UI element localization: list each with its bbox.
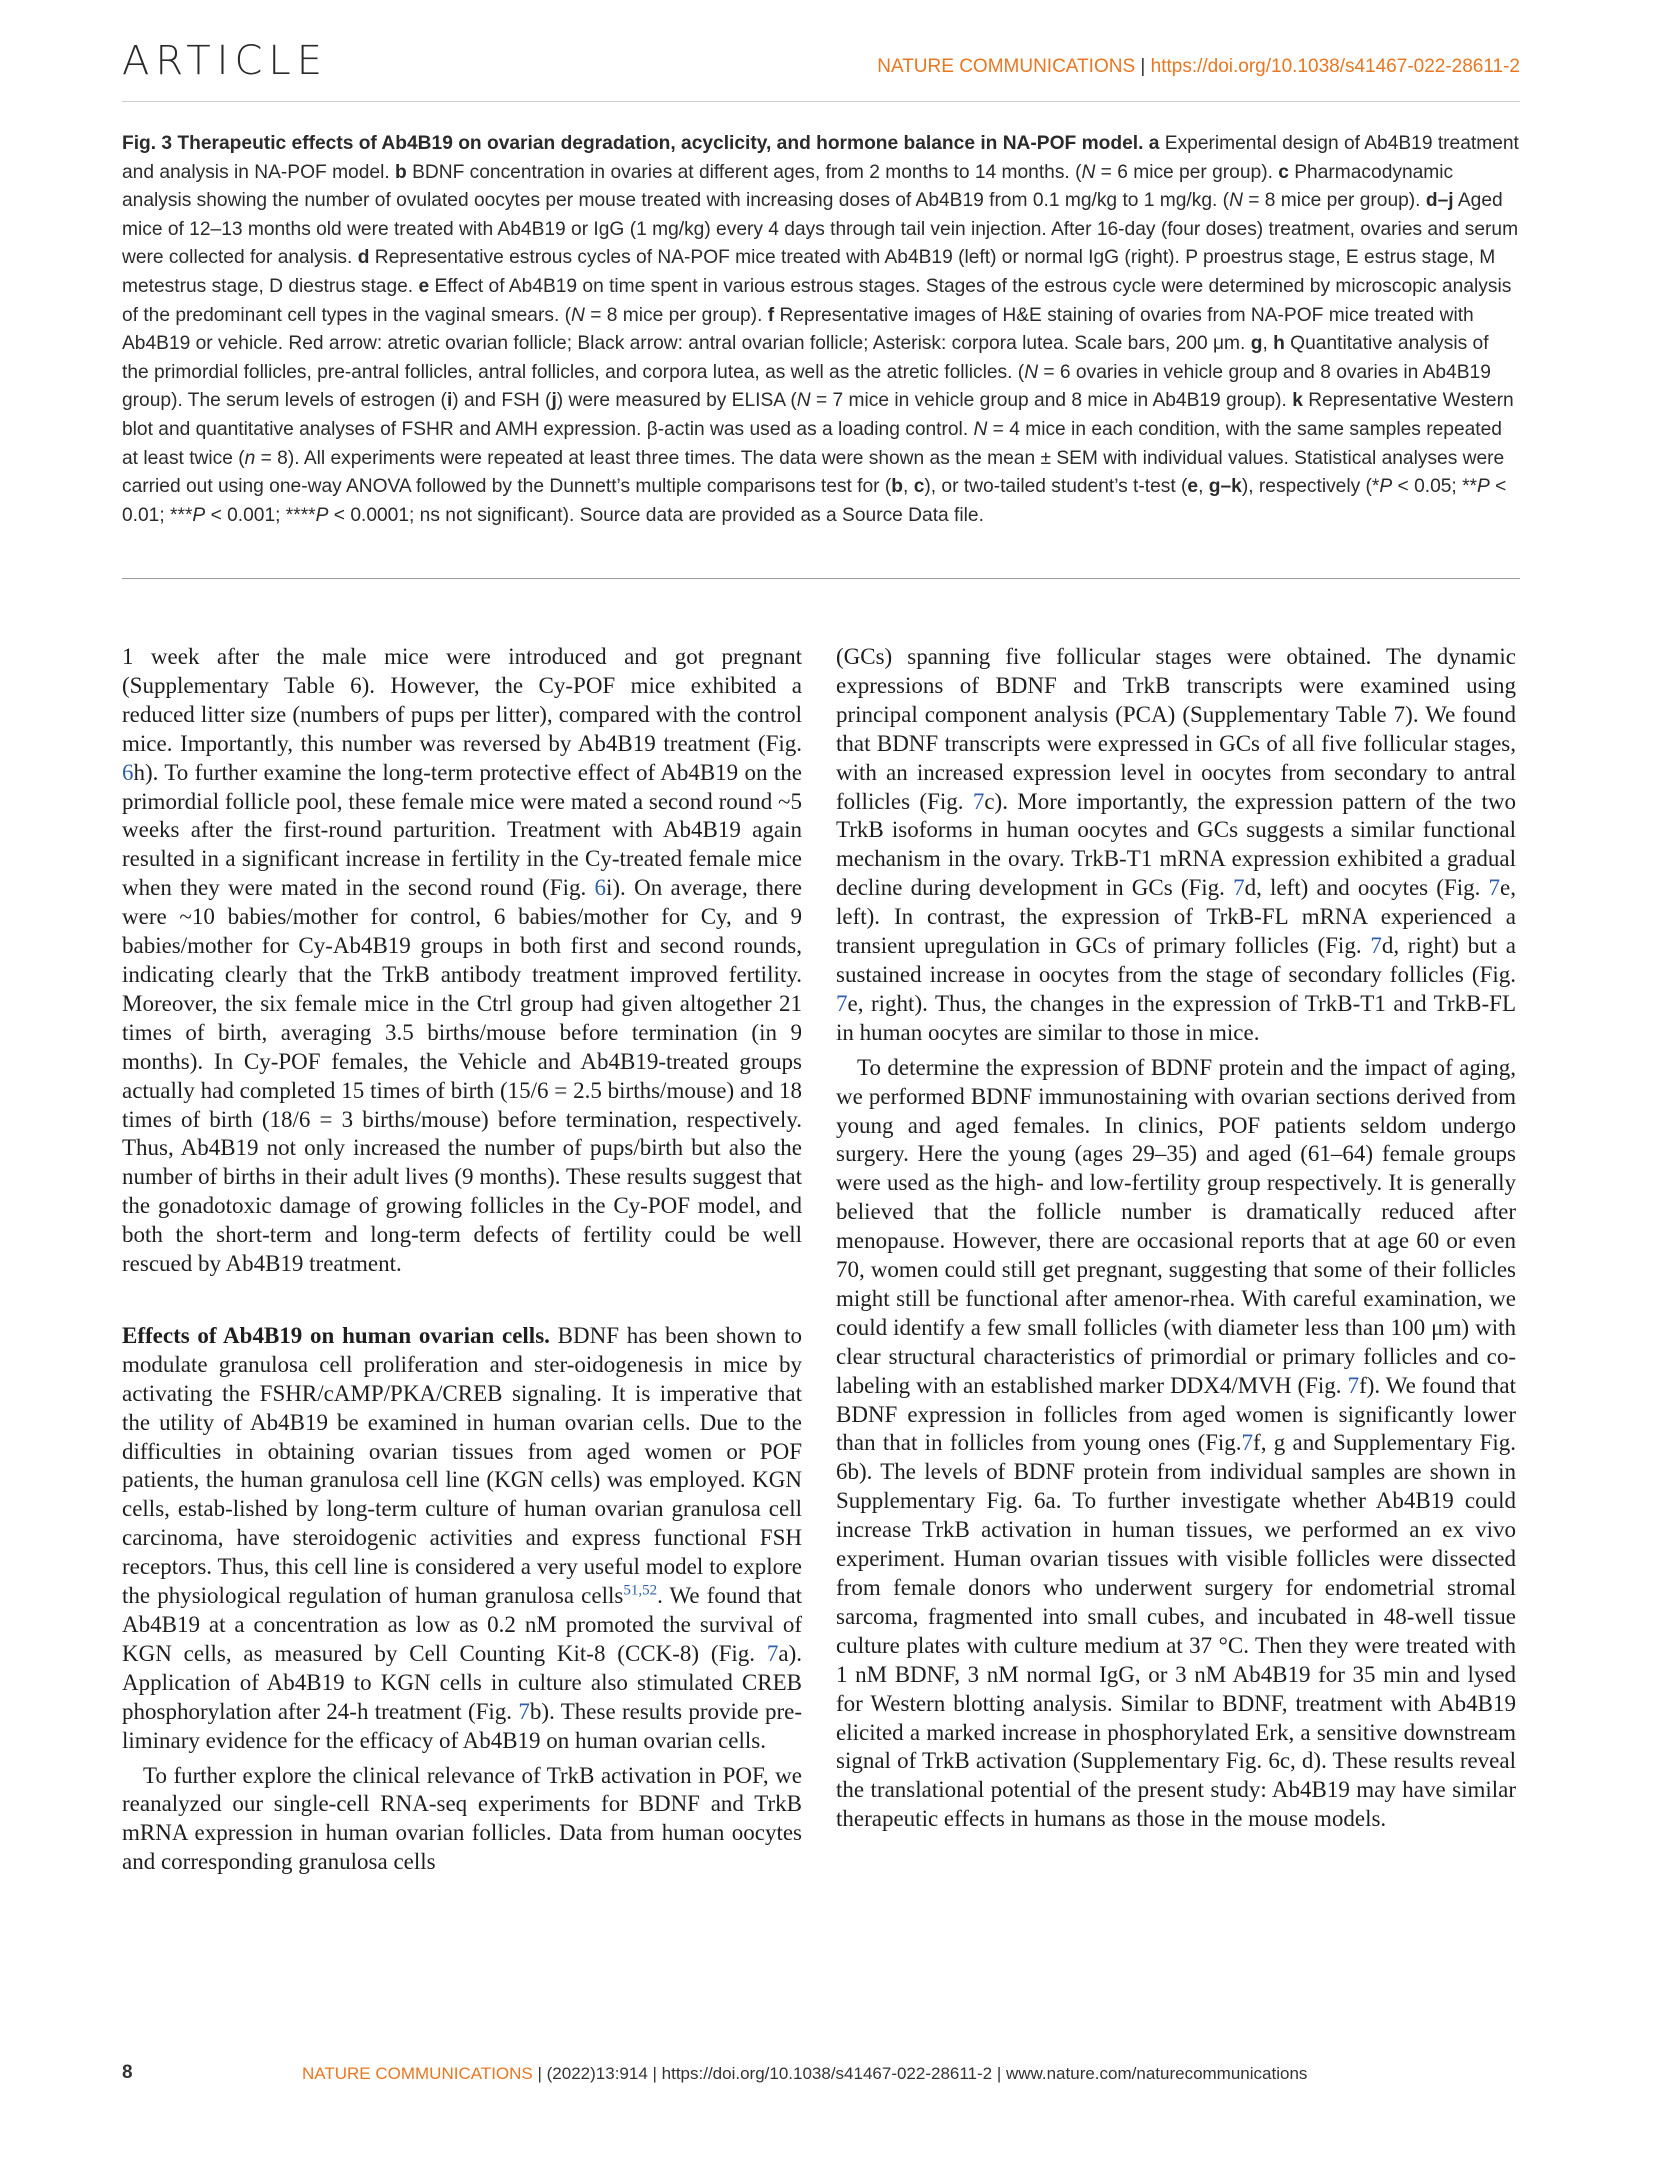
right-paragraph-1: (GCs) spanning five follicular stages were obtained. The dynamic expressions of BDNF and TrkB transcripts were examined using principal component analysis (PCA) (Supplementary Table 7). We found that BDNF transcripts were expressed in GCs of all five follicular stages, with an increased expression level in oocytes from secondary to antral follicles (Fig. 7c). More importantly, the expression pattern of the two TrkB isoforms in human oocytes and GCs suggests a similar functional mechanism in the ovary. TrkB-T1 mRNA expression exhibited a gradual decline during development in GCs (Fig. 7d, left) and oocytes (Fig. 7e, left). In contrast, the expression of TrkB-FL mRNA experienced a transient upregulation in GCs of primary follicles (Fig. 7d, right) but a sustained increase in oocytes from the stage of secondary follicles (Fig. 7e, right). Thus, the changes in the expression of TrkB-T1 and TrkB-FL in human oocytes are similar to those in mice.: [836, 644, 1516, 1045]
footer-citation-line: [302, 2064, 1307, 2084]
footer-journal-name: NATURE COMMUNICATIONS: [302, 2064, 533, 2083]
caption-divider: [122, 578, 1520, 579]
footer-citation[interactable]: | (2022)13:914 | https://doi.org/10.1038/s41467-022-28611-2 | www.nature.com/naturecommunications: [537, 2064, 1308, 2083]
header-journal-citation: [877, 56, 1520, 78]
figure-caption: [122, 130, 1520, 530]
header-journal-name: NATURE COMMUNICATIONS: [877, 56, 1136, 77]
right-paragraph-2: To determine the expression of BDNF protein and the impact of aging, we performed BDNF immunostaining with ovarian sections derived from young and aged females. In clinics, POF patients seldom undergo surgery. Here the young (ages 29–35) and aged (61–64) female groups were used as the high- and low-fertility group respectively. It is generally believed that the follicle number is dramatically reduced after menopause. However, there are occasional reports that at age 60 or even 70, women could still get pregnant, suggesting that some of their follicles might still be functional after amenor-rhea. With careful examination, we could identify a few small follicles (with diameter less than 100 μm) with clear structural characteristics of primordial or primary follicles and co-labeling with an established marker DDX4/MVH (Fig. 7f). We found that BDNF expression in follicles from aged women is significantly lower than that in follicles from young ones (Fig.7f, g and Supplementary Fig. 6b). The levels of BDNF protein from individual samples are shown in Supplementary Fig. 6a. To further investigate whether Ab4B19 could increase TrkB activation in human tissues, we performed an ex vivo experiment. Human ovarian tissues with visible follicles were dissected from female donors who underwent surgery for endometrial stromal sarcoma, fragmented into small cubes, and incubated in 48-well tissue culture plates with culture medium at 37 °C. Then they were treated with 1 nM BDNF, 3 nM normal IgG, or 3 nM Ab4B19 for 35 min and lysed for Western blotting analysis. Similar to BDNF, treatment with Ab4B19 elicited a marked increase in phosphorylated Erk, a sensitive downstream signal of TrkB activation (Supplementary Fig. 6c, d). These results reveal the translational potential of the present study: Ab4B19 may have similar therapeutic effects in humans as those in the mouse models.: [836, 1054, 1516, 1832]
page-number: 8: [122, 2062, 133, 2083]
figure-caption-body: a Experimental design of Ab4B19 treatment and analysis in NA-POF model. b BDNF concentration in ovaries at different ages, from 2 months to 14 months. (N = 6 mice per group). c Pharmacodynamic analysis showing the number of ovulated oocytes per mouse treated with increasing doses of Ab4B19 from 0.1 mg/kg to 1 mg/kg. (N = 8 mice per group). d–j Aged mice of 12–13 months old were treated with Ab4B19 or IgG (1 mg/kg) every 4 days through tail vein injection. After 16-day (four doses) treatment, ovaries and serum were collected for analysis. d Representative estrous cycles of NA-POF mice treated with Ab4B19 (left) or normal IgG (right). P proestrus stage, E estrus stage, M metestrus stage, D diestrus stage. e Effect of Ab4B19 on time spent in various estrous stages. Stages of the estrous cycle were determined by microscopic analysis of the predominant cell types in the vaginal smears. (N = 8 mice per group). f Representative images of H&E staining of ovaries from NA-POF mice treated with Ab4B19 or vehicle. Red arrow: atretic ovarian follicle; Black arrow: antral ovarian follicle; Asterisk: corpora lutea. Scale bars, 200 μm. g, h Quantitative analysis of the primordial follicles, pre-antral follicles, antral follicles, and corpora lutea, as well as the atretic follicles. (N = 6 ovaries in vehicle group and 8 ovaries in Ab4B19 group). The serum levels of estrogen (i) and FSH (j) were measured by ELISA (N = 7 mice in vehicle group and 8 mice in Ab4B19 group). k Representative Western blot and quantitative analyses of FSHR and AMH expression. β-actin was used as a loading control. N = 4 mice in each condition, with the same samples repeated at least twice (n = 8). All experiments were repeated at least three times. The data were shown as the mean ± SEM with individual values. Statistical analyses were carried out using one-way ANOVA followed by the Dunnett’s multiple comparisons test for (b, c), or two-tailed student’s t-test (e, g–k), respectively (*P < 0.05; **P < 0.01; ***P < 0.001; ****P < 0.0001; ns not significant). Source data are provided as a Source Data file.: [122, 133, 1519, 526]
left-paragraph-3: To further explore the clinical relevance of TrkB activation in POF, we reanalyzed our single-cell RNA-seq experiments for BDNF and TrkB mRNA expression in human ovarian follicles. Data from human oocytes and corresponding granulosa cells: [122, 1762, 802, 1875]
section-heading: Effects of Ab4B19 on human ovarian cells: [122, 1322, 545, 1348]
article-label: ARTICLE: [122, 38, 328, 84]
left-paragraph-2: Effects of Ab4B19 on human ovarian cells. BDNF has been shown to modulate granulosa cell proliferation and ster-oidogenesis in mice by activating the FSHR/cAMP/PKA/CREB signaling. It is imperative that the utility of Ab4B19 be examined in human ovarian cells. Due to the difficulties in obtaining ovarian tissues from aged women or POF patients, the human granulosa cell line (KGN cells) was employed. KGN cells, estab-lished by long-term culture of human ovarian granulosa cell carcinoma, have steroidogenic activities and express functional FSH receptors. Thus, this cell line is considered a very useful model to explore the physiological regulation of human granulosa cells$^{51,52}$. We found that Ab4B19 at a concentration as low as 0.2 nM promoted the survival of KGN cells, as measured by Cell Counting Kit-8 (CCK-8) (Fig. 7a). Application of Ab4B19 to KGN cells in culture also stimulated CREB phosphorylation after 24-h treatment (Fig. 7b). These results provide pre-liminary evidence for the efficacy of Ab4B19 on human ovarian cells.: [122, 1322, 802, 1753]
left-paragraph-1: 1 week after the male mice were introduced and got pregnant (Supplementary Table 6). However, the Cy-POF mice exhibited a reduced litter size (numbers of pups per litter), compared with the control mice. Importantly, this number was reversed by Ab4B19 treatment (Fig. 6h). To further examine the long-term protective effect of Ab4B19 on the primordial follicle pool, these female mice were mated a second round ~5 weeks after the first-round parturition. Treatment with Ab4B19 again resulted in a significant increase in fertility in the Cy-treated female mice when they were mated in the second round (Fig. 6i). On average, there were ~10 babies/mother for control, 6 babies/mother for Cy, and 9 babies/mother for Cy-Ab4B19 groups in both first and second rounds, indicating clearly that the TrkB antibody treatment improved fertility. Moreover, the six female mice in the Ctrl group had given altogether 21 times of birth, averaging 3.5 births/mouse before termination (in 9 months). In Cy-POF females, the Vehicle and Ab4B19-treated groups actually had completed 15 times of birth (15/6 = 2.5 births/mouse) and 18 times of birth (18/6 = 3 births/mouse) before termination, respectively. Thus, Ab4B19 not only increased the number of pups/birth but also the number of births in their adult lives (9 months). These results suggest that the gonadotoxic damage of growing follicles in the Cy-POF model, and both the short-term and long-term defects of fertility could be well rescued by Ab4B19 treatment.: [122, 644, 802, 1277]
right-column: [836, 643, 1516, 1834]
header-divider: [122, 101, 1520, 102]
header-separator: |: [1140, 56, 1146, 77]
left-paragraph-2-body: BDNF has been shown to modulate granulosa cell proliferation and ster-oidogenesis in mice by activating the FSHR/cAMP/PKA/CREB signaling. It is imperative that the utility of Ab4B19 be examined in human ovarian cells. Due to the difficulties in obtaining ovarian tissues from aged women or POF patients, the human granulosa cell line (KGN cells) was employed. KGN cells, estab-lished by long-term culture of human ovarian granulosa cell carcinoma, have steroidogenic activities and express functional FSH receptors. Thus, this cell line is considered a very useful model to explore the physiological regulation of human granulosa cells$^{51,52}$. We found that Ab4B19 at a concentration as low as 0.2 nM promoted the survival of KGN cells, as measured by Cell Counting Kit-8 (CCK-8) (Fig. 7a). Application of Ab4B19 to KGN cells in culture also stimulated CREB phosphorylation after 24-h treatment (Fig. 7b). These results provide pre-liminary evidence for the efficacy of Ab4B19 on human ovarian cells.: [122, 1322, 802, 1753]
figure-caption-title: Fig. 3 Therapeutic effects of Ab4B19 on ovarian degradation, acyclicity, and hormone balance in NA-POF model.: [122, 133, 1144, 154]
header-doi-link[interactable]: https://doi.org/10.1038/s41467-022-28611-2: [1150, 56, 1520, 77]
left-column: [122, 643, 802, 1877]
